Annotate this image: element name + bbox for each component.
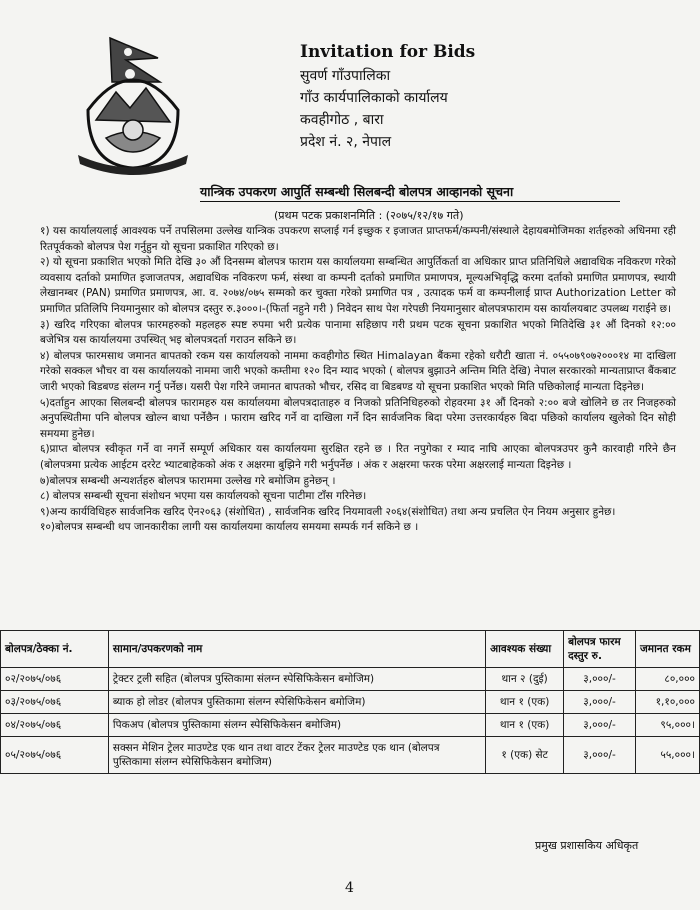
header-quantity: आवश्यक संख्या (486, 631, 564, 668)
condition-item: ३) खरिद गरिएका बोलपत्र फारमहरुको महलहरु स्पष्ट रुपमा भरी प्रत्येक पानामा सहिछाप गरी प्रथम पटक सूचना प्रकाशित भएको मितिदेखि ३१ औं दिनको १२:०० बजेभित्र यस कार्यालयमा उपस्थित् भइ बोलपत्रदर्ता गराउन सकिने छ। (40, 318, 676, 347)
table-row (1, 737, 700, 774)
quantity: थान २ (दुई) (486, 668, 564, 691)
office-name: गाँउ कार्यपालिकाको कार्यालय (300, 90, 448, 106)
document-title: Invitation for Bids (300, 42, 476, 62)
municipality-name: सुवर्ण गाँउपालिका (300, 68, 391, 84)
form-fee: ३,०००/- (564, 691, 636, 714)
header-form-fee: बोलपत्र फारम दस्तुर रु. (564, 631, 636, 668)
nepal-emblem-logo (68, 30, 198, 180)
condition-item: ६)प्राप्त बोलपत्र स्वीकृत गर्ने वा नगर्ने सम्पूर्ण अधिकार यस कार्यालयमा सुरक्षित रहने छ । रित नपुगेका र म्याद नाघि आएका बोलपत्रउपर कुनै कारवाही गरिने छैन (बोलपत्रमा प्रत्येक आईटम दररेट भ्याटबाहेकको अंक र अक्षरमा बुझिने गरी भर्नुपर्नेछ । अंक र अक्षरमा फरक परेमा अक्षरलाई मान्यता दिइनेछ । (40, 443, 676, 471)
condition-item: ९)अन्य कार्यविधिहरु सार्वजनिक खरिद ऐन२०६३ (संशोधित) , सार्वजनिक खरिद नियमावली २०६४(संशोधित) तथा अन्य प्रचलित ऐन नियम अनुसार हुनेछ। (40, 505, 616, 518)
quantity: १ (एक) सेट (486, 737, 564, 774)
form-fee: ३,०००/- (564, 668, 636, 691)
security-amount: १,१०,००० (636, 691, 700, 714)
office-location: कवहीगोठ , बारा (300, 112, 384, 128)
province-name: प्रदेश नं. २, नेपाल (300, 134, 392, 150)
table-row (1, 691, 700, 714)
table-row (1, 668, 700, 691)
notice-conditions (40, 224, 676, 536)
condition-item: ८) बोलपत्र सम्बन्धी सूचना संशोधन भएमा यस कार्यालयको सूचना पाटीमा टाँस गरिनेछ। (40, 490, 367, 503)
header-item-name: सामान/उपकरणको नाम (108, 631, 485, 668)
bid-items-table (0, 630, 700, 774)
signatory-title: प्रमुख प्रशासकिय अधिकृत (535, 839, 639, 852)
item-name: पिकअप (बोलपत्र पुस्तिकामा संलग्न स्पेसिफिकेसन बमोजिम) (108, 714, 485, 737)
bid-number: ०३/२०७५/०७६ (1, 691, 109, 714)
bid-number: ०२/२०७५/०७६ (1, 668, 109, 691)
table-header-row (1, 631, 700, 668)
condition-item: १०)बोलपत्र सम्बन्धी थप जानकारीका लागी यस कार्यालयमा कार्यालय समयमा सम्पर्क गर्न सकिने छ । (40, 521, 419, 534)
document-header (300, 42, 600, 153)
header-bid-number: बोलपत्र/ठेक्का नं. (1, 631, 109, 668)
publication-date: (प्रथम पटक प्रकाशनमिति : (२०७५/१२/१७ गते) (274, 209, 464, 222)
page-number: 4 (345, 880, 354, 896)
condition-item: १) यस कार्यालयलाई आवश्यक पर्ने तपसिलमा उल्लेख यान्त्रिक उपकरण सप्लाई गर्न इच्छुक र इजाजत प्राप्तफर्म/कम्पनी/संस्थाले देहायबमोजिमका शर्तहरुको अधिनमा रही रितपूर्वकको बोलपत्र पेश गर्नुहुन यो सूचना प्रकाशित गरिएको छ। (40, 225, 676, 253)
condition-item: ७)बोलपत्र सम्बन्धी अन्यशर्तहरु बोलपत्र फाराममा उल्लेख गरे बमोजिम हुनेछन् । (40, 474, 336, 487)
notice-subject: यान्त्रिक उपकरण आपुर्ति सम्बन्धी सिलबन्दी बोलपत्र आव्हानको सूचना (200, 183, 620, 202)
item-name: ब्याक हो लोडर (बोलपत्र पुस्तिकामा संलग्न स्पेसिफिकेसन बमोजिम) (108, 691, 485, 714)
item-name: सक्सन मेशिन ट्रेलर माउण्टेड एक थान तथा वाटर टेंकर ट्रेलर माउण्टेड एक थान (बोलपत्र पुस्तिकामा संलग्न स्पेसिफिकेसन बमोजिम) (108, 737, 485, 774)
table-row (1, 714, 700, 737)
form-fee: ३,०००/- (564, 737, 636, 774)
header-security-amount: जमानत रकम (636, 631, 700, 668)
security-amount: ८०,००० (636, 668, 700, 691)
item-name: ट्रेक्टर ट्रली सहित (बोलपत्र पुस्तिकामा संलग्न स्पेसिफिकेसन बमोजिम) (108, 668, 485, 691)
security-amount: ५५,०००। (636, 737, 700, 774)
form-fee: ३,०००/- (564, 714, 636, 737)
quantity: थान १ (एक) (486, 691, 564, 714)
condition-item: ४) बोलपत्र फारमसाथ जमानत बापतको रकम यस कार्यालयको नाममा कवहीगोठ स्थित Himalayan बैंकमा रहेको धरौटी खाता नं. ०५५०७९०७२०००१४ मा दाखिला गरेको सक्कल भौचर वा यस कार्यालयको नाममा जारी भएको कम्तीमा १२० दिन म्याद भएको ( बोलपत्र बुझाउने अन्तिम मिति देखि) नेपाल सरकारको मान्यताप्राप्त बैंकबाट जारी भएको बिडबण्ड संलग्न गर्नु पर्नेछ। यसरी पेश गरिने जमानत बापतको भौचर, रसिद वा बिडबण्ड यो सूचना प्रकाशित भएको मिति पछिकोलाई मान्यता दिइनेछ। (40, 349, 676, 393)
condition-item: २) यो सूचना प्रकाशित भएको मिति देखि ३० औं दिनसम्म बोलपत्र फाराम यस कार्यालयमा सम्बन्धित आपुर्तिकर्ता वा अधिकार प्राप्त प्रतिनिधिले अद्यावधिक नविकरण गरेको व्यवसाय दर्ताको प्रमाणित इजाजतपत्र, अद्यावधिक नविकरण फर्म, संस्था वा कम्पनी दर्ताको प्रमाणित प्रमाणपत्र, मूल्यअभिवृद्धि करमा दर्ताको प्रमाणित प्रमाणपत्र, स्थायी लेखानम्बर (PAN) प्रमाणित प्रमाणपत्र, आ. व. २०७४/०७५ सम्मको कर चुक्ता गरेको प्रमाणित पत्र , उत्पादक फर्म वा कम्पनीलाई प्राप्त Authorization Letter को प्रमाणित प्रतिलिपि नियमानुसार को बोलपत्र दस्तुर रु.३०००।-(फिर्ता नहुने गरी ) निवेदन साथ पेश गरेपछी नियमानुसार बोलपत्रफाराम यस कार्यालयबाट उपलब्ध गराईने छ। (40, 256, 676, 315)
condition-item: ५)दर्ताहुन आएका सिलबन्दी बोलपत्र फारामहरु यस कार्यालयमा बोलपत्रदाताहरु व निजको प्रतिनिधिहरुको रोहवरमा ३१ औं दिनको २:०० बजे खोलिने छ तर निजहरुको अनुपस्थितीमा पनि बोलपत्र खोल्न बाधा पर्नेछैन । फाराम खरिद गर्ने वा दाखिला गर्ने दिन सार्वजनिक बिदा परेमा उत्तरकार्यहरु बिदा पछिको कार्यालय खुलेको दिन सोही समयमा हुनेछ। (40, 396, 676, 440)
quantity: थान १ (एक) (486, 714, 564, 737)
bid-number: ०५/२०७५/०७६ (1, 737, 109, 774)
bid-number: ०४/२०७५/०७६ (1, 714, 109, 737)
security-amount: ९५,०००। (636, 714, 700, 737)
